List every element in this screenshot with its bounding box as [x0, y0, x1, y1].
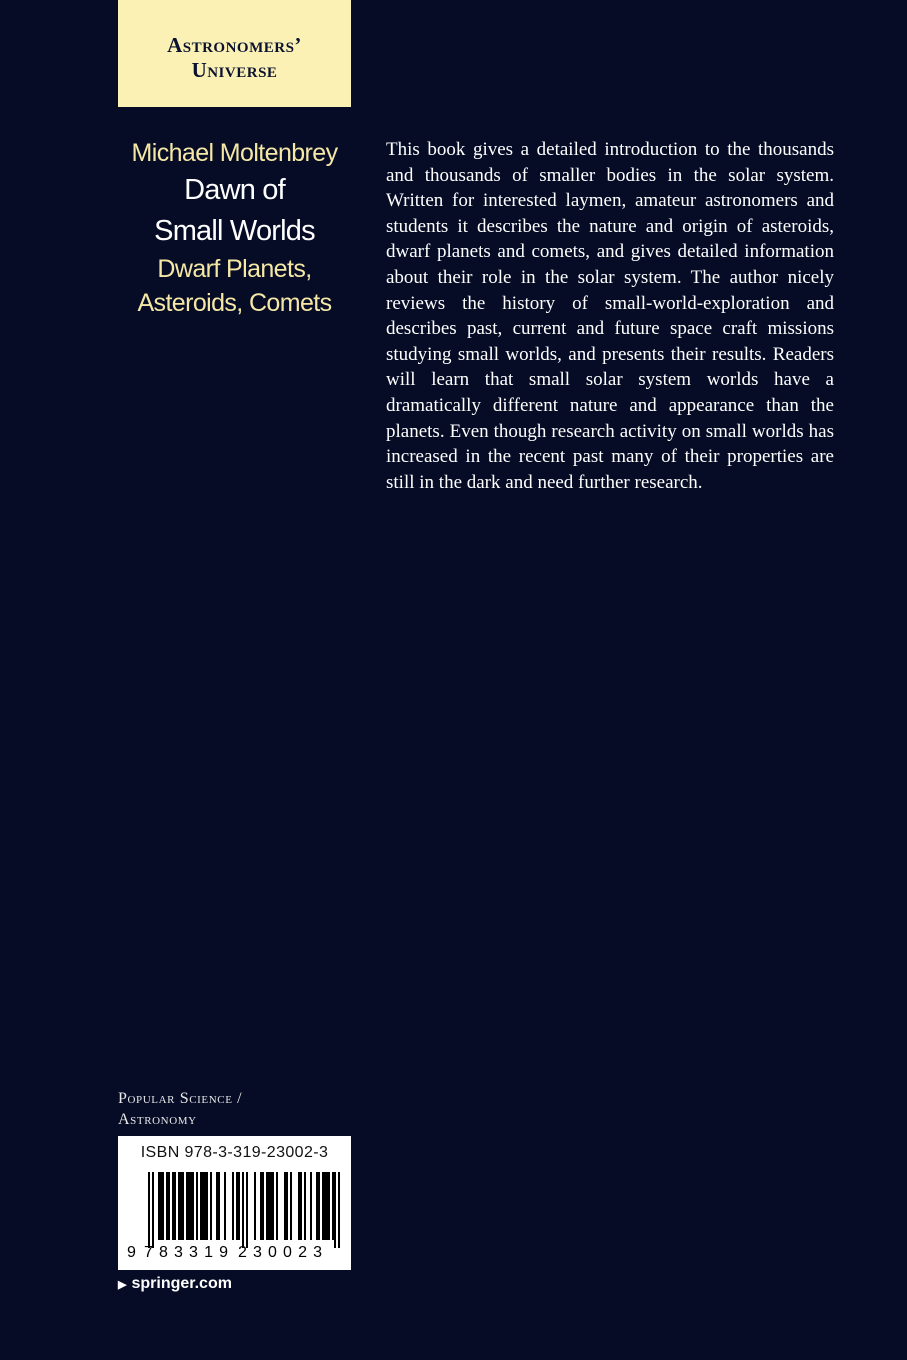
book-title-line-2: Small Worlds — [154, 215, 315, 247]
barcode-bar — [322, 1172, 330, 1240]
barcode-bar — [332, 1172, 334, 1240]
barcode-bar — [290, 1172, 292, 1240]
barcode-bar — [152, 1172, 154, 1248]
barcode-bar — [334, 1172, 336, 1248]
barcode-bar — [178, 1172, 184, 1240]
barcode-bar — [232, 1172, 234, 1240]
barcode-graphic — [118, 1136, 351, 1270]
category-line-2: Astronomy — [118, 1111, 197, 1128]
barcode-bar — [284, 1172, 288, 1240]
barcode-bar — [298, 1172, 302, 1240]
category-line-1: Popular Science / — [118, 1090, 243, 1107]
barcode-bar — [316, 1172, 320, 1240]
barcode-bar — [304, 1172, 306, 1240]
barcode-bar — [200, 1172, 208, 1240]
barcode-bar — [186, 1172, 194, 1240]
publisher-link[interactable] — [118, 1275, 232, 1293]
barcode-bar — [166, 1172, 170, 1240]
publisher-url: springer.com — [131, 1275, 232, 1292]
book-subtitle-line-1: Dwarf Planets, — [157, 255, 312, 283]
series-label — [118, 0, 351, 107]
barcode — [118, 1136, 351, 1270]
barcode-bar — [148, 1172, 150, 1248]
barcode-bar — [216, 1172, 220, 1240]
barcode-bar — [266, 1172, 274, 1240]
book-subtitle-line-2: Asteroids, Comets — [137, 289, 332, 317]
barcode-bar — [224, 1172, 226, 1240]
barcode-bar — [172, 1172, 176, 1240]
series-line-2: Universe — [191, 57, 278, 82]
barcode-bar — [196, 1172, 198, 1240]
barcode-bar — [158, 1172, 164, 1240]
isbn-text: ISBN 978-3-319-23002-3 — [140, 1144, 329, 1161]
barcode-bar — [254, 1172, 256, 1240]
barcode-digit-lead: 9 — [127, 1244, 136, 1261]
barcode-bar — [246, 1172, 248, 1248]
book-title-line-1: Dawn of — [184, 174, 285, 206]
author-name: Michael Moltenbrey — [131, 139, 338, 167]
barcode-bar — [236, 1172, 240, 1240]
barcode-bar — [260, 1172, 264, 1240]
title-block — [118, 136, 351, 320]
barcode-bar — [210, 1172, 212, 1240]
barcode-digits-right: 230023 — [238, 1244, 322, 1261]
category-label — [118, 1088, 358, 1130]
barcode-bar — [310, 1172, 312, 1240]
barcode-bar — [276, 1172, 278, 1240]
barcode-digits-left: 783319 — [144, 1244, 228, 1261]
barcode-bar — [338, 1172, 340, 1248]
triangle-right-icon: ▶ — [118, 1278, 127, 1291]
series-line-1: Astronomers’ — [167, 32, 302, 57]
barcode-bar — [242, 1172, 244, 1248]
book-description: This book gives a detailed introduction to the thousands and thousands of smaller bodies in the solar system. Written for interested laymen, amateur astronomers and students it describes the nature and origin of asteroids, dwarf planets and comets, and gives detailed information about their role in the solar system. The author nicely reviews the history of small-world-exploration and describes past, current and future space craft missions studying small worlds, and presents their results. Readers will learn that small solar system worlds have a dramatically different nature and appearance than the planets. Even though research activity on small worlds has increased in the recent past many of their properties are still in the dark and need further research. — [386, 139, 834, 493]
